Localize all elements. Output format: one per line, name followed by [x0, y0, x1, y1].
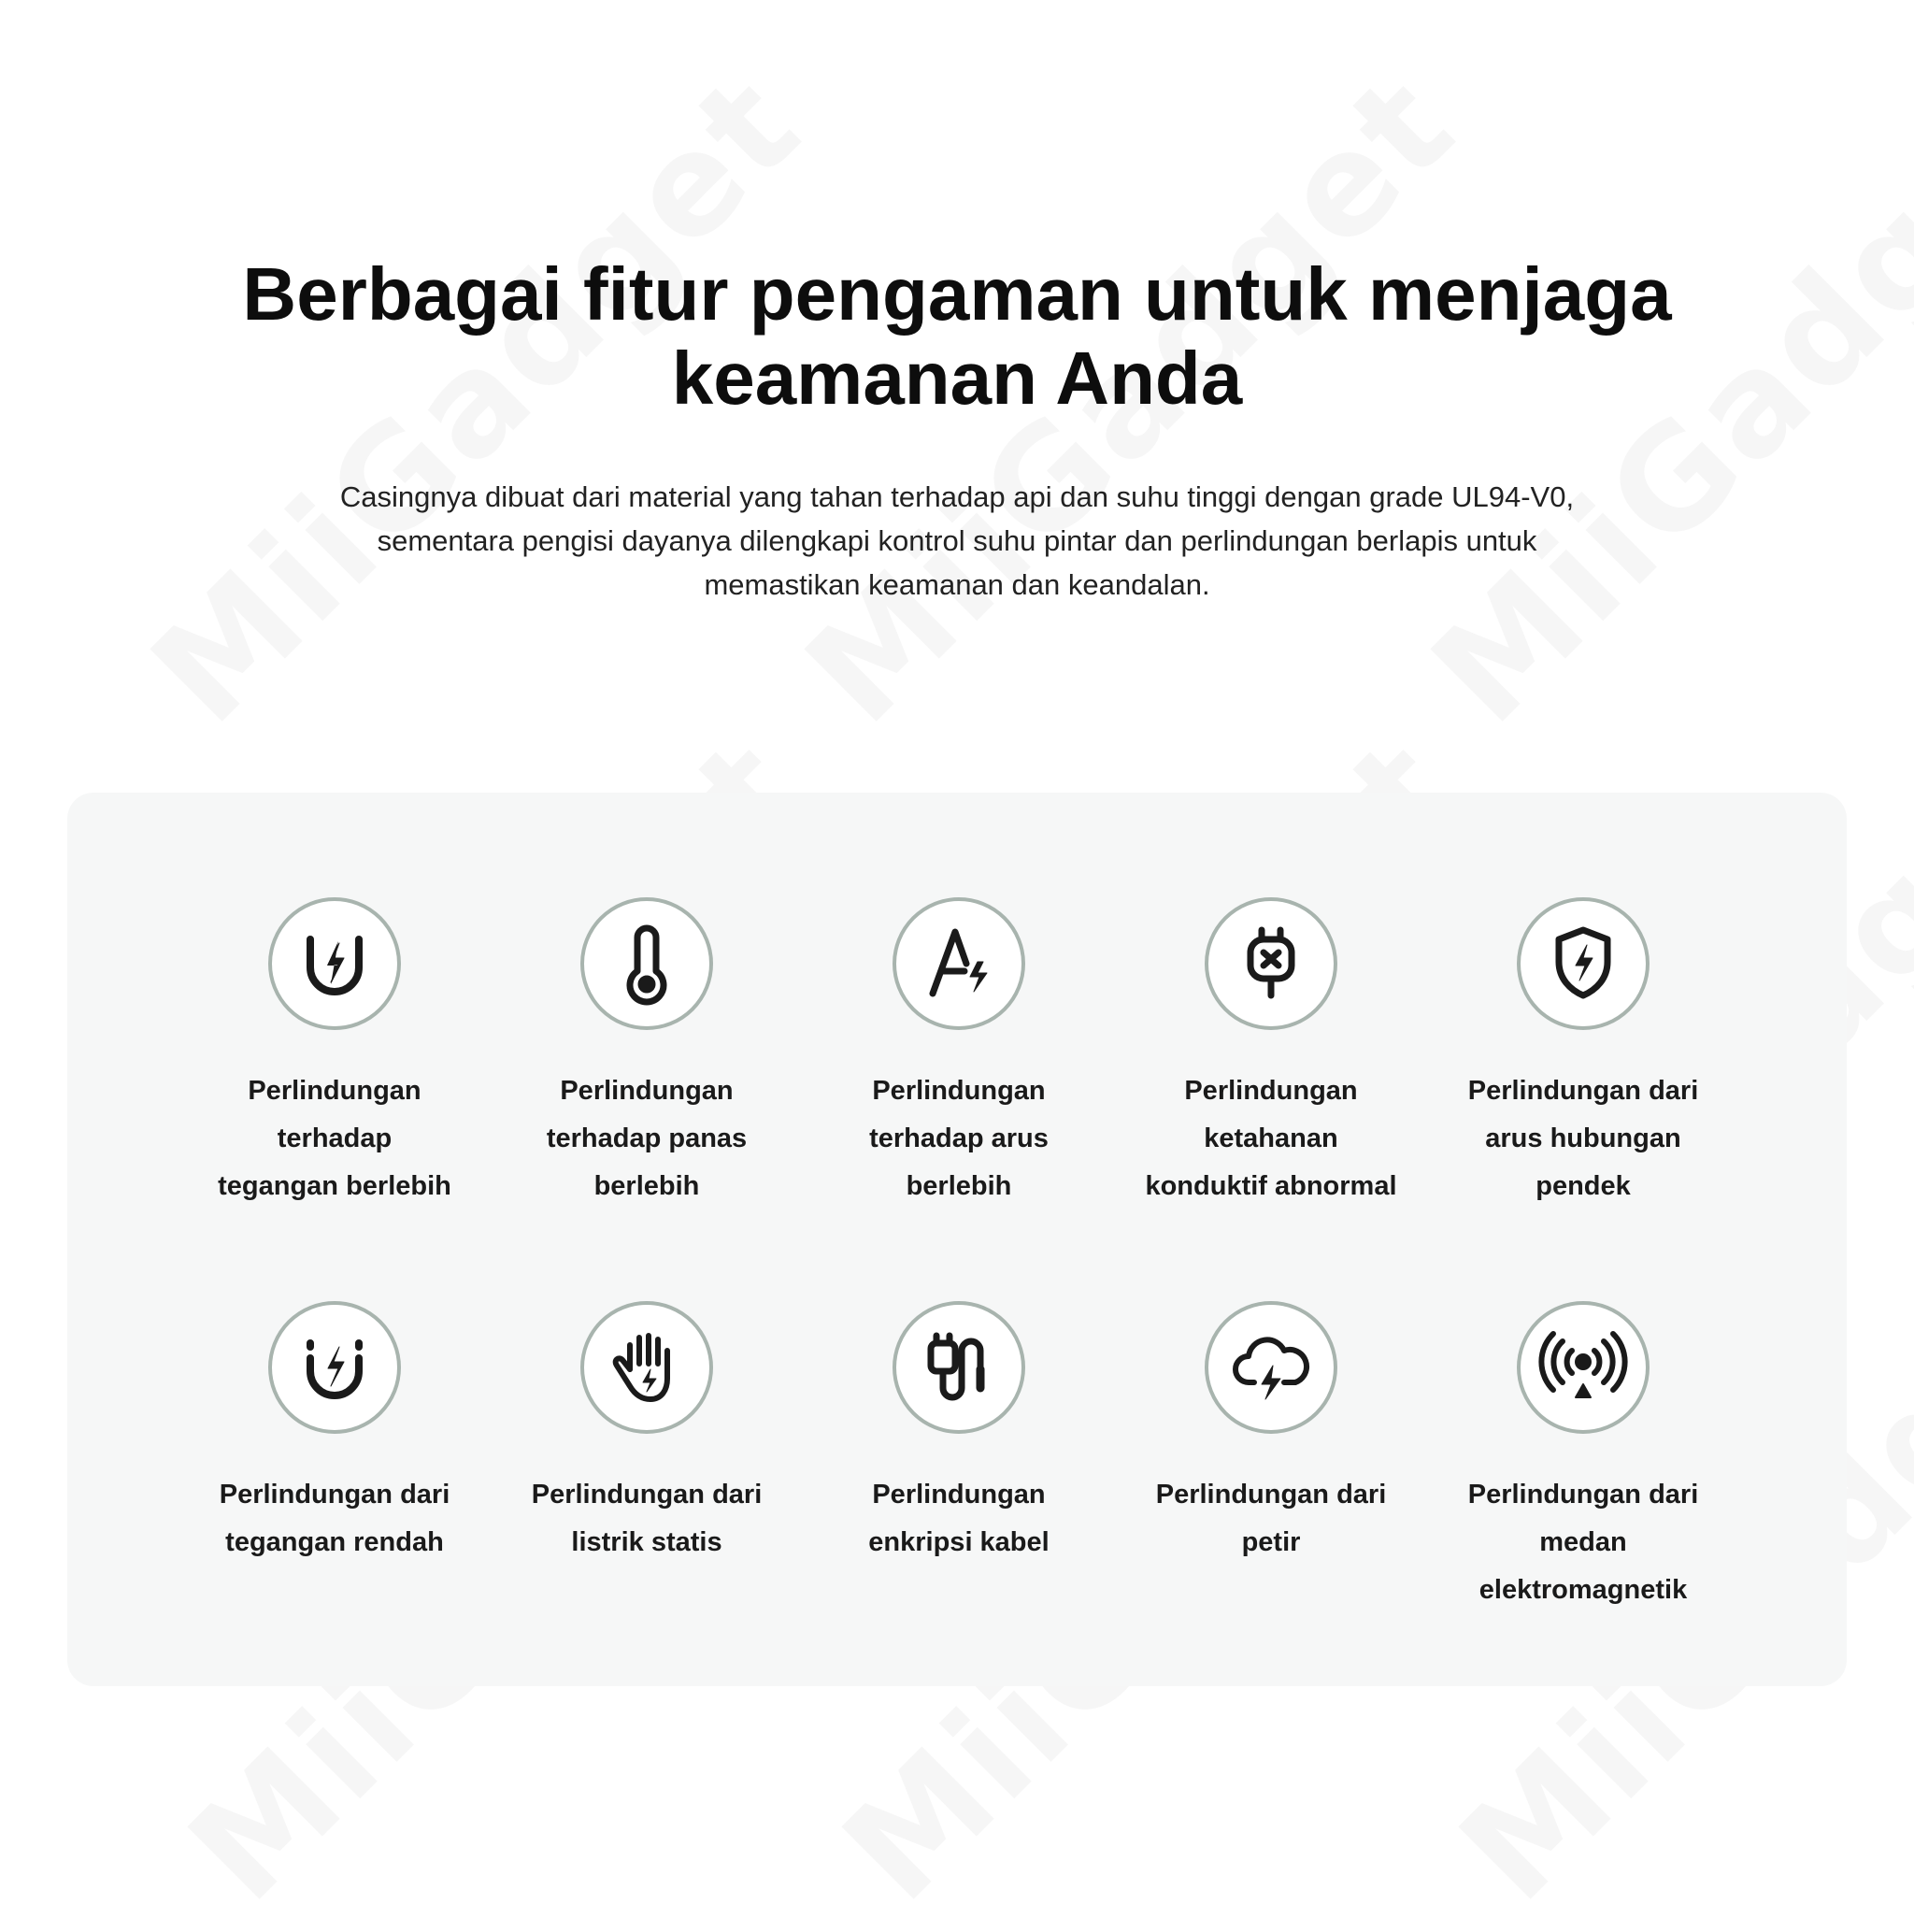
icon-ring	[268, 897, 401, 1030]
feature-label	[809, 1471, 1108, 1567]
label-line: berlebih	[906, 1171, 1012, 1201]
feature-lightning	[1121, 1301, 1421, 1567]
overvoltage-icon	[290, 919, 379, 1009]
label-line: elektromagnetik	[1478, 1575, 1688, 1605]
label-line: ketahanan	[1204, 1123, 1338, 1153]
feature-label	[185, 1471, 484, 1567]
label-line: tegangan berlebih	[218, 1171, 451, 1201]
feature-label	[497, 1471, 796, 1567]
icon-ring	[1205, 1301, 1337, 1434]
label-line: arus hubungan	[1485, 1123, 1681, 1153]
label-line: listrik statis	[571, 1527, 722, 1557]
icon-ring	[1517, 1301, 1650, 1434]
plug-x-icon	[1226, 919, 1316, 1009]
label-line: tegangan rendah	[225, 1527, 444, 1557]
label-line: terhadap arus	[869, 1123, 1049, 1153]
label-line: Perlindungan	[872, 1480, 1046, 1510]
icon-ring	[1517, 897, 1650, 1030]
label-line: Perlindungan	[560, 1076, 734, 1106]
feature-overvoltage	[185, 897, 484, 1210]
thermometer-icon	[602, 919, 692, 1009]
icon-ring	[893, 897, 1025, 1030]
title-line: Berbagai fitur pengaman untuk menjaga	[242, 252, 1672, 336]
feature-label	[497, 1067, 796, 1210]
shield-bolt-icon	[1538, 919, 1628, 1009]
feature-overcurrent	[809, 897, 1108, 1210]
label-line: Perlindungan dari	[1467, 1480, 1699, 1510]
feature-label	[1434, 1067, 1733, 1210]
feature-undervoltage	[185, 1301, 484, 1567]
label-line: petir	[1241, 1527, 1301, 1557]
cloud-lightning-icon	[1226, 1323, 1316, 1412]
description-line: Casingnya dibuat dari material yang tahan terhadap api dan suhu tinggi dengan grade UL94-V0,	[339, 480, 1575, 513]
label-line: Perlindungan	[872, 1076, 1046, 1106]
label-line: Perlindungan dari	[1467, 1076, 1699, 1106]
feature-static-electricity	[497, 1301, 796, 1567]
icon-ring	[580, 897, 713, 1030]
icon-ring	[893, 1301, 1025, 1434]
icon-ring	[1205, 897, 1337, 1030]
label-line: Perlindungan dari	[531, 1480, 763, 1510]
signal-icon	[1538, 1323, 1628, 1412]
label-line: Perlindungan dari	[1155, 1480, 1387, 1510]
icon-ring	[580, 1301, 713, 1434]
description	[0, 475, 1914, 607]
feature-short-circuit	[1434, 897, 1733, 1210]
label-line: Perlindungan	[248, 1076, 421, 1106]
icon-ring	[268, 1301, 401, 1434]
feature-electromagnetic	[1434, 1301, 1733, 1614]
feature-label	[809, 1067, 1108, 1210]
description-line: memastikan keamanan dan keandalan.	[704, 568, 1210, 601]
label-line: Perlindungan dari	[219, 1480, 450, 1510]
label-line: pendek	[1535, 1171, 1631, 1201]
overcurrent-icon	[914, 919, 1004, 1009]
label-line: terhadap panas	[546, 1123, 748, 1153]
feature-label	[185, 1067, 484, 1210]
label-line: Perlindungan	[1184, 1076, 1358, 1106]
title-line: keamanan Anda	[671, 336, 1243, 420]
label-line: medan	[1539, 1527, 1627, 1557]
hand-bolt-icon	[602, 1323, 692, 1412]
feature-label	[1434, 1471, 1733, 1614]
undervoltage-icon	[290, 1323, 379, 1412]
feature-overheat	[497, 897, 796, 1210]
feature-abnormal-conduction	[1121, 897, 1421, 1210]
cable-icon	[914, 1323, 1004, 1412]
label-line: enkripsi kabel	[868, 1527, 1050, 1557]
feature-label	[1121, 1471, 1421, 1567]
label-line: konduktif abnormal	[1145, 1171, 1397, 1201]
page-title	[0, 252, 1914, 421]
feature-label	[1121, 1067, 1421, 1210]
label-line: terhadap	[277, 1123, 393, 1153]
feature-cable-encryption	[809, 1301, 1108, 1567]
label-line: berlebih	[593, 1171, 700, 1201]
description-line: sementara pengisi dayanya dilengkapi kontrol suhu pintar dan perlindungan berlapis untuk	[377, 524, 1537, 557]
